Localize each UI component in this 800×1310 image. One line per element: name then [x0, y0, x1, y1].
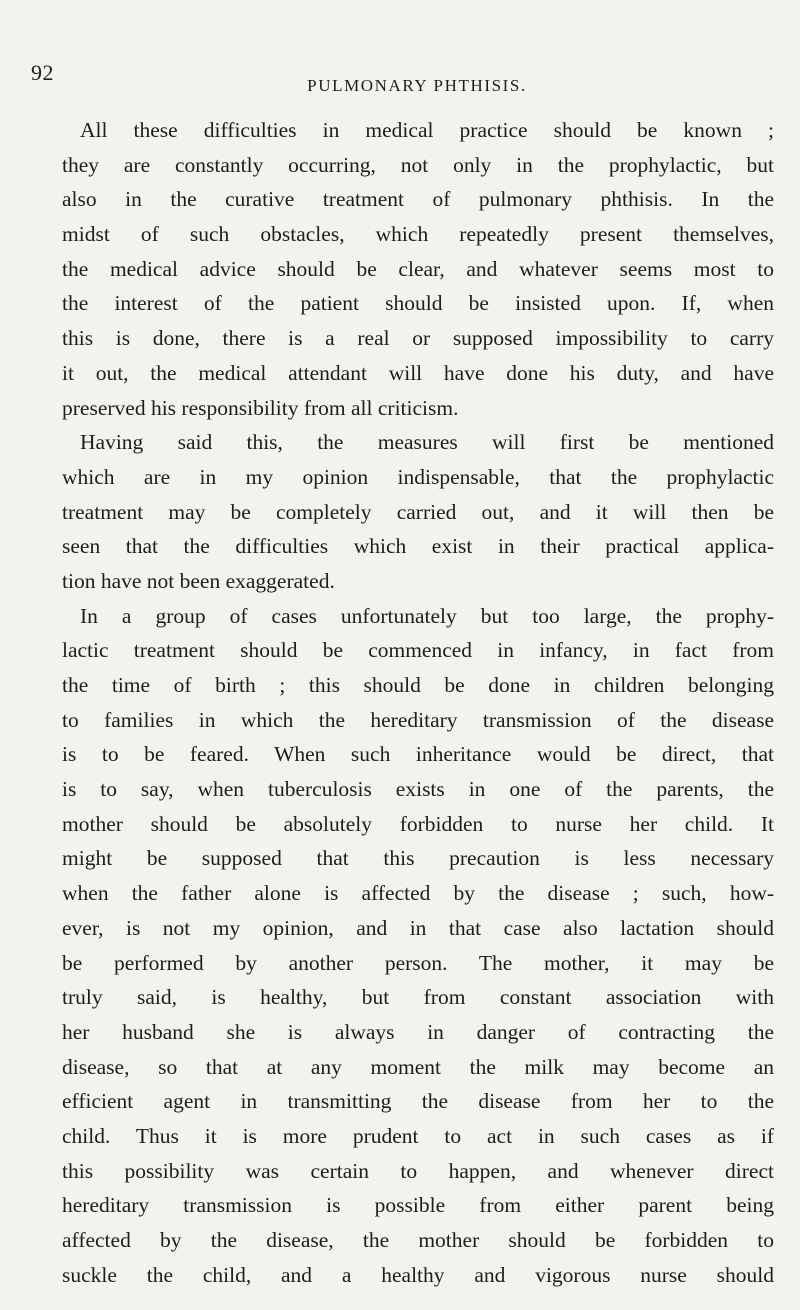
text-line: this is done, there is a real or supposed impossibility to carry [62, 326, 774, 351]
page-number: 92 [31, 60, 54, 85]
text-line: also in the curative treatment of pulmonary phthisis. In the [62, 187, 774, 212]
text-line: preserved his responsibility from all criticism. [62, 395, 459, 420]
text-line: ever, is not my opinion, and in that case also lactation should [62, 915, 774, 940]
text-line: to families in which the hereditary transmission of the disease [62, 707, 774, 732]
paragraph [62, 113, 774, 425]
text-line: Having said this, the measures will first be mentioned [80, 430, 774, 455]
text-line: midst of such obstacles, which repeatedly present themselves, [62, 222, 774, 247]
text-line: the interest of the patient should be insisted upon. If, when [62, 291, 774, 316]
body-text [62, 113, 774, 1292]
text-line: efficient agent in transmitting the disease from her to the [62, 1089, 774, 1114]
text-line: the medical advice should be clear, and whatever seems most to [62, 256, 774, 281]
text-line: when the father alone is affected by the disease ; such, how- [62, 881, 774, 906]
text-line: is to say, when tuberculosis exists in one of the parents, the [62, 777, 774, 802]
text-line: which are in my opinion indispensable, that the prophylactic [62, 464, 774, 489]
text-line: affected by the disease, the mother should be forbidden to [62, 1228, 774, 1252]
running-head: PULMONARY PHTHISIS. [307, 76, 527, 95]
text-line: they are constantly occurring, not only in the prophylactic, but [62, 152, 774, 177]
text-line: disease, so that at any moment the milk may become an [62, 1054, 774, 1079]
text-line: suckle the child, and a healthy and vigorous nurse should [62, 1262, 774, 1287]
text-line: the time of birth ; this should be done in children belonging [62, 673, 774, 697]
text-line: truly said, is healthy, but from constant association with [62, 985, 774, 1010]
text-line: hereditary transmission is possible from either parent being [62, 1193, 774, 1218]
text-line: mother should be absolutely forbidden to nurse her child. It [62, 811, 774, 836]
text-line: seen that the difficulties which exist in their practical applica- [62, 534, 774, 559]
paragraph [62, 425, 774, 598]
text-line: might be supposed that this precaution is less necessary [62, 846, 774, 871]
text-line: be performed by another person. The mother, it may be [62, 950, 774, 975]
paragraph [62, 599, 774, 1293]
text-line: is to be feared. When such inheritance would be direct, that [62, 742, 774, 767]
text-line: All these difficulties in medical practice should be known ; [80, 118, 774, 142]
text-line: tion have not been exaggerated. [62, 568, 335, 593]
text-line: child. Thus it is more prudent to act in such cases as if [62, 1123, 774, 1148]
text-line: In a group of cases unfortunately but too large, the prophy- [80, 603, 774, 628]
text-line: lactic treatment should be commenced in infancy, in fact from [62, 638, 774, 663]
text-line: her husband she is always in danger of contracting the [62, 1019, 774, 1044]
text-line: treatment may be completely carried out, and it will then be [62, 499, 774, 524]
text-line: this possibility was certain to happen, and whenever direct [62, 1158, 774, 1183]
text-line: it out, the medical attendant will have done his duty, and have [62, 360, 774, 385]
